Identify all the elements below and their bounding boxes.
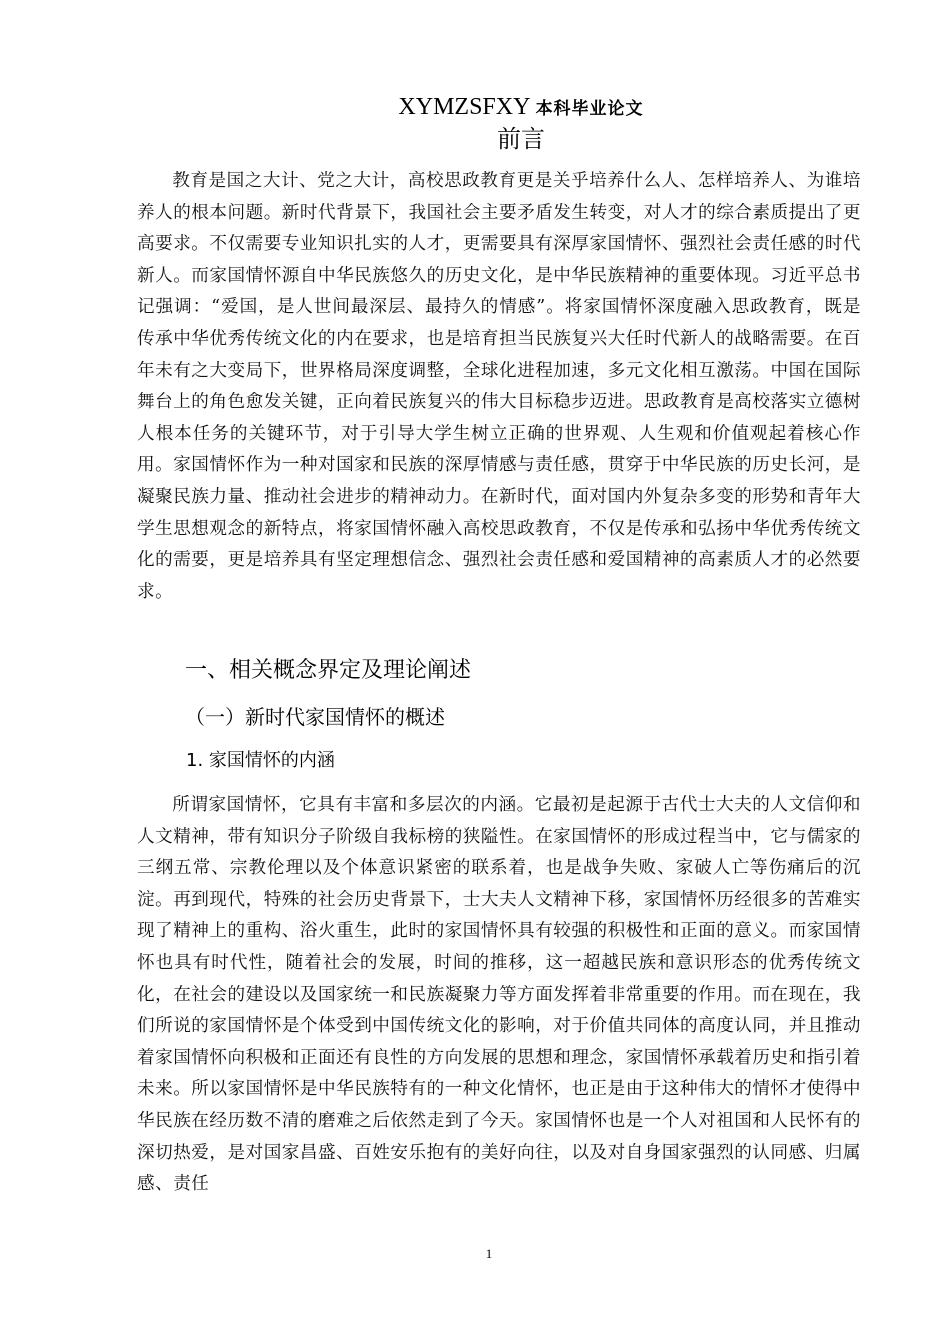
subsubsection-heading: 1. 家国情怀的内涵 bbox=[186, 750, 335, 771]
header-chinese: 本科毕业论文 bbox=[535, 99, 644, 119]
preface-paragraph: 教育是国之大计、党之大计，高校思政教育更是关乎培养什么人、怎样培养人、为谁培养人的根本问题。新时代背景下，我国社会主要矛盾发生转变，对人才的综合素质提出了更高要求。不仅需要专业知识扎实的人才，更需要具有深厚家国情怀、强烈社会责任感的时代新人。而家国情怀源自中华民族悠久的历史文化，是中华民族精神的重要体现。习近平总书记强调：“爱国，是人世间最深层、最持久的情感”。将家国情怀深度融入思政教育，既是传承中华优秀传统文化的内在要求，也是培育担当民族复兴大任时代新人的战略需要。在百年未有之大变局下，世界格局深度调整，全球化进程加速，多元文化相互激荡。中国在国际舞台上的角色愈发关键，正向着民族复兴的伟大目标稳步迈进。思政教育是高校落实立德树人根本任务的关键环节，对于引导大学生树立正确的世界观、人生观和价值观起着核心作用。家国情怀作为一种对国家和民族的深厚情感与责任感，贯穿于中华民族的历史长河，是凝聚民族力量、推动社会进步的精神动力。在新时代，面对国内外复杂多变的形势和青年大学生思想观念的新特点，将家国情怀融入高校思政教育，不仅是传承和弘扬中华优秀传统文化的需要，更是培养具有坚定理想信念、强烈社会责任感和爱国精神的高素质人才的必然要求。 bbox=[137, 171, 861, 602]
header-latin: XYMZSFXY bbox=[398, 94, 530, 120]
running-header bbox=[0, 92, 950, 124]
section-heading: 一、相关概念界定及理论阐述 bbox=[185, 658, 472, 683]
subsection-heading: （一）新时代家国情怀的概述 bbox=[185, 705, 445, 729]
page-title: 前言 bbox=[497, 125, 545, 153]
body-paragraph: 所谓家国情怀，它具有丰富和多层次的内涵。它最初是起源于古代士大夫的人文信仰和人文精神，带有知识分子阶级自我标榜的狭隘性。在家国情怀的形成过程当中，它与儒家的三纲五常、宗教伦理以及个体意识紧密的联系着，也是战争失败、家破人亡等伤痛后的沉淀。再到现代，特殊的社会历史背景下，士大夫人文精神下移，家国情怀历经很多的苦难实现了精神上的重构、浴火重生，此时的家国情怀具有较强的积极性和正面的意义。而家国情怀也具有时代性，随着社会的发展，时间的推移，这一超越民族和意识形态的优秀传统文化，在社会的建设以及国家统一和民族凝聚力等方面发挥着非常重要的作用。而在现在，我们所说的家国情怀是个体受到中国传统文化的影响，对于价值共同体的高度认同，并且推动着家国情怀向积极和正面还有良性的方向发展的思想和理念，家国情怀承载着历史和指引着未来。所以家国情怀是中华民族特有的一种文化情怀，也正是由于这种伟大的情怀才使得中华民族在经历数不清的磨难之后依然走到了今天。家国情怀也是一个人对祖国和人民怀有的深切热爱，是对国家昌盛、百姓安乐抱有的美好向往，以及对自身国家强烈的认同感、归属感、责任 bbox=[137, 795, 861, 1195]
page-number: 1 bbox=[485, 1246, 493, 1261]
